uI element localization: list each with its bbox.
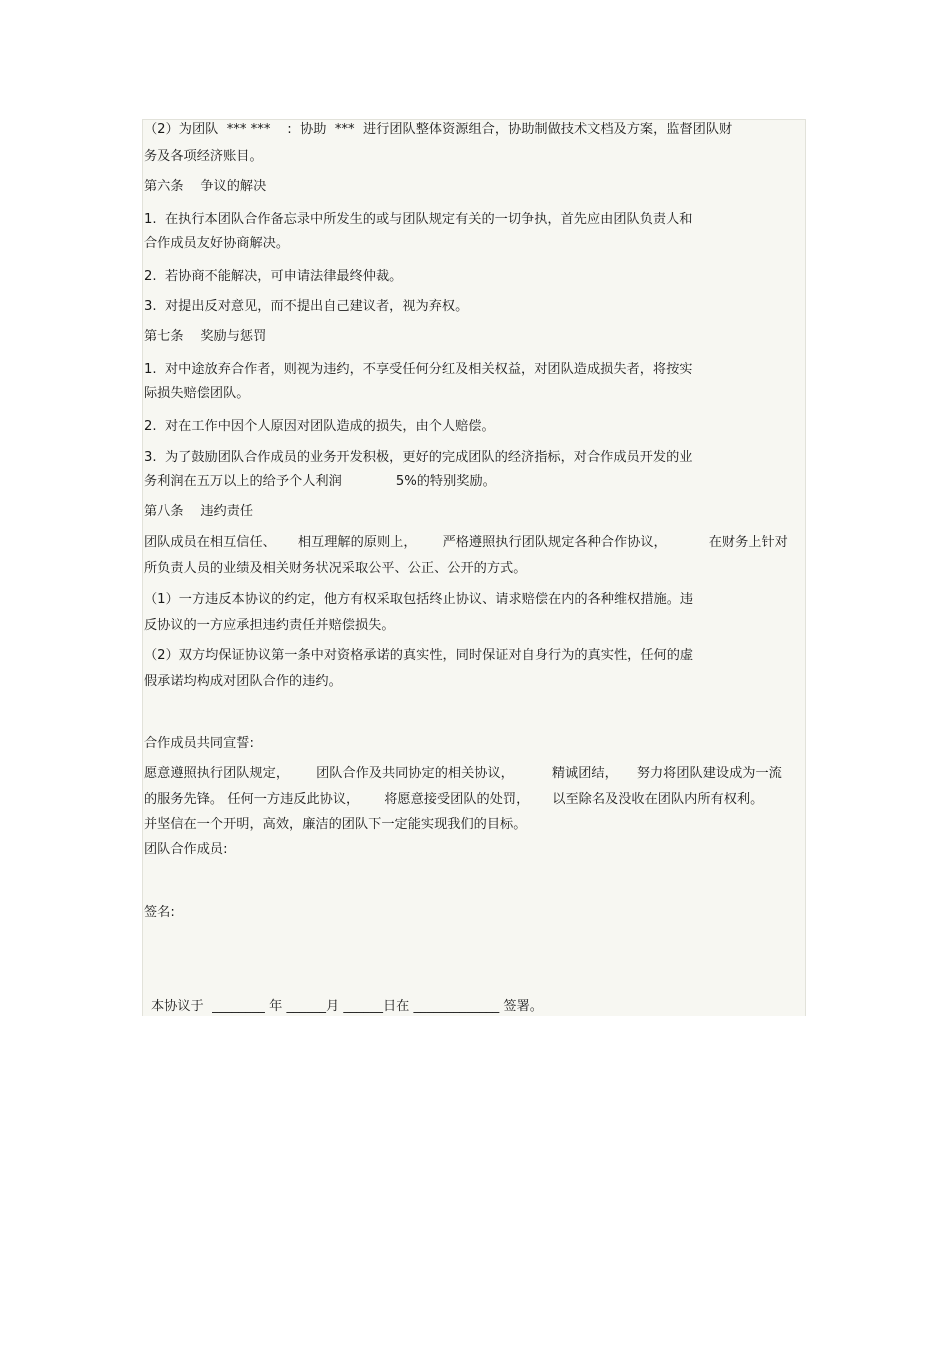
text-segment: 5%的特别奖励。 [395,474,496,489]
article-8-intro-line-2: 所负责人员的业绩及相关财务状况采取公平、公正、公开的方式。 [144,561,527,576]
article-8-heading: 第八条 违约责任 [144,504,254,519]
oath-heading: 合作成员共同宣誓: [144,736,254,751]
text-segment: 务利润在五万以上的给予个人利润 [144,474,342,489]
text-segment: 团队合作及共同协定的相关协议， [316,766,514,781]
article-8-item-1-line-2: 反协议的一方应承担违约责任并赔偿损失。 [144,618,395,633]
article-8-item-1-line-1: （1）一方违反本协议的约定，他方有权采取包括终止协议、请求赔偿在内的各种维权措施。违 [144,592,694,607]
signing-date-line: 本协议于 ________ 年 ______月 ______日在 _____________ 签署。 [151,999,543,1014]
text-segment: 以至除名及没收在团队内所有权利。 [552,792,764,807]
article-7-item-1-line-2: 际损失赔偿团队。 [144,386,250,401]
text-segment: 在财务上针对 [708,535,788,550]
article-7-item-1-line-1: 1. 对中途放弃合作者，则视为违约，不享受任何分红及相关权益，对团队造成损失者，将按实 [144,362,693,377]
article-6-item-2: 2. 若协商不能解决，可申请法律最终仲裁。 [144,269,403,284]
text-segment: 将愿意接受团队的处罚， [384,792,530,807]
article-7-heading: 第七条 奖励与惩罚 [144,329,267,344]
oath-line-3: 并坚信在一个开明，高效，廉洁的团队下一定能实现我们的目标。 [144,817,527,832]
article-7-item-2: 2. 对在工作中因个人原因对团队造成的损失，由个人赔偿。 [144,419,495,434]
text-segment: 相互理解的原则上， [297,535,417,550]
text-segment: 愿意遵照执行团队规定， [144,766,290,781]
oath-line-1 [144,766,782,782]
clause-5-item-2-line-2: 务及各项经济账目。 [144,149,263,164]
members-label: 团队合作成员: [144,842,228,857]
text-segment: 精诚团结， [551,766,618,781]
text-segment: 严格遵照执行团队规定各种合作协议， [442,535,667,550]
text-segment: 团队成员在相互信任、 [144,535,276,550]
article-6-item-1-line-1: 1. 在执行本团队合作备忘录中所发生的或与团队规定有关的一切争执，首先应由团队负责人和 [144,212,693,227]
article-6-item-1-line-2: 合作成员友好协商解决。 [144,236,290,251]
text-segment: 努力将团队建设成为一流 [636,766,782,781]
article-6-heading: 第六条 争议的解决 [144,179,267,194]
article-7-item-3-line-2 [144,474,496,490]
article-8-intro-line-1 [144,535,788,551]
signature-label: 签名: [144,905,175,920]
article-8-item-2-line-2: 假承诺均构成对团队合作的违约。 [144,674,342,689]
article-7-item-3-line-1: 3. 为了鼓励团队合作成员的业务开发积极，更好的完成团队的经济指标，对合作成员开发的业 [144,450,693,465]
oath-line-2 [144,792,763,808]
clause-5-item-2-line-1: （2）为团队 *** *** : 协助 *** 进行团队整体资源组合，协助制做技术文档及方案，监督团队财 [144,122,733,137]
text-segment: 的服务先锋。 任何一方违反此协议， [144,792,360,807]
article-8-item-2-line-1: （2）双方均保证协议第一条中对资格承诺的真实性，同时保证对自身行为的真实性，任何的虚 [144,648,694,663]
article-6-item-3: 3. 对提出反对意见，而不提出自己建议者，视为弃权。 [144,299,469,314]
